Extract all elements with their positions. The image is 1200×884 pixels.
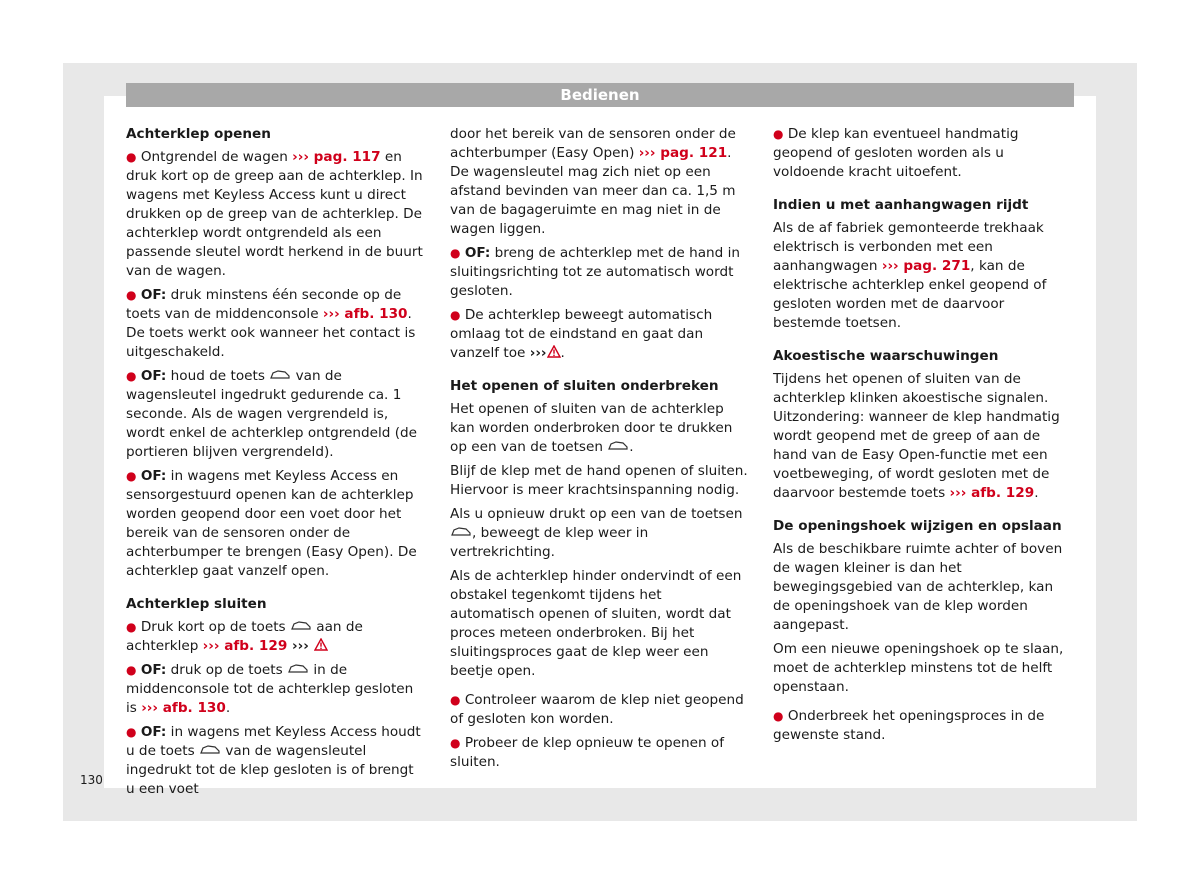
- page-number: 130: [80, 773, 103, 787]
- bullet-icon: ●: [126, 369, 137, 383]
- heading-aanhangwagen: Indien u met aanhangwagen rijdt: [773, 197, 1029, 213]
- bullet-icon: ●: [450, 246, 461, 260]
- page-reference-link[interactable]: ››› pag. 121: [638, 145, 728, 161]
- bullet-icon: ●: [450, 693, 461, 707]
- bullet-icon: ●: [450, 736, 461, 750]
- paragraph: door het bereik van de sensoren onder de achterbumper (Easy Open) ››› pag. 121. De wagensleutel mag zich niet op een afstand bevinden van meer dan ca. 1,5 m van de bagageruimte en mag niet in de wagen liggen.: [450, 126, 736, 237]
- warning-icon: [314, 638, 328, 651]
- tailgate-icon: [607, 440, 629, 452]
- page-reference-link[interactable]: ››› pag. 271: [881, 258, 971, 274]
- figure-reference-link[interactable]: ››› afb. 129: [202, 638, 288, 654]
- bullet-icon: ●: [450, 308, 461, 322]
- page-reference-link[interactable]: ››› pag. 117: [292, 149, 381, 165]
- paragraph: ● OF: houd de toets van de wagensleutel ingedrukt gedurende ca. 1 seconde. Als de wagen vergrendeld is, wordt enkel de achterklep ontgrendeld (de portieren blijven vergrendeld).: [126, 368, 418, 460]
- tailgate-icon: [199, 744, 221, 756]
- bullet-icon: ●: [126, 663, 137, 677]
- paragraph: ● De achterklep beweegt automatisch omlaag tot de eindstand en gaat dan vanzelf toe ››› .: [450, 307, 713, 361]
- paragraph: Als de af fabriek gemonteerde trekhaak elektrisch is verbonden met een aanhangwagen ››› pag. 271, kan de elektrische achterklep enkel geopend of gesloten worden met de daarvoor bestemde toetsen.: [773, 220, 1047, 331]
- section-header: Bedienen: [126, 83, 1074, 107]
- bullet-icon: ●: [126, 288, 137, 302]
- paragraph: ● Controleer waarom de klep niet geopend of gesloten kon worden.: [450, 692, 744, 727]
- tailgate-icon: [450, 526, 472, 538]
- column-2: [450, 125, 750, 777]
- heading-akoestische-waarschuwingen: Akoestische waarschuwingen: [773, 348, 999, 364]
- tailgate-icon: [287, 663, 309, 675]
- paragraph: ● OF: breng de achterklep met de hand in sluitingsrichting tot ze automatisch wordt gesloten.: [450, 245, 740, 299]
- paragraph: ● Onderbreek het openingsproces in de gewenste stand.: [773, 708, 1045, 743]
- bullet-icon: ●: [773, 709, 784, 723]
- column-1: [126, 125, 426, 804]
- warning-icon: [547, 345, 561, 358]
- tailgate-icon: [290, 620, 312, 632]
- paragraph: ● Ontgrendel de wagen ››› pag. 117 en druk kort op de greep aan de achterklep. In wagens met Keyless Access kunt u direct drukken op de greep van de achterklep. De achterklep wordt ontgrendeld als een passende sleutel wordt herkend in de buurt van de wagen.: [126, 149, 423, 279]
- figure-reference-link[interactable]: ››› afb. 129: [949, 485, 1035, 501]
- paragraph: ● OF: in wagens met Keyless Access houdt u de toets van de wagensleutel ingedrukt tot de klep gesloten is of brengt u een voet: [126, 724, 421, 797]
- figure-reference-link[interactable]: ››› afb. 130: [322, 306, 408, 322]
- tailgate-icon: [269, 369, 291, 381]
- bullet-icon: ●: [126, 725, 137, 739]
- column-3: [773, 125, 1073, 750]
- paragraph: Als u opnieuw drukt op een van de toetsen , beweegt de klep weer in vertrekrichting.: [450, 506, 743, 560]
- heading-achterklep-openen: Achterklep openen: [126, 126, 271, 142]
- bullet-icon: ●: [773, 127, 784, 141]
- paragraph: ● OF: druk minstens één seconde op de toets van de middenconsole ››› afb. 130. De toets werkt ook wanneer het contact is uitgeschakeld.: [126, 287, 416, 360]
- paragraph: Het openen of sluiten van de achterklep kan worden onderbroken door te drukken op een van de toetsen .: [450, 401, 733, 455]
- paragraph: Als de beschikbare ruimte achter of boven de wagen kleiner is dan het bewegingsgebied van de achterklep, kan de openingshoek van de klep worden aangepast.: [773, 541, 1063, 633]
- paragraph: Blijf de klep met de hand openen of sluiten. Hiervoor is meer krachtsinspanning nodig.: [450, 463, 748, 498]
- heading-onderbreken: Het openen of sluiten onderbreken: [450, 378, 719, 394]
- heading-openingshoek: De openingshoek wijzigen en opslaan: [773, 518, 1062, 534]
- paragraph: Als de achterklep hinder ondervindt of een obstakel tegenkomt tijdens het automatisch openen of sluiten, wordt dat proces meteen onderbroken. Bij het sluitingsproces gaat de klep weer een beetje open.: [450, 568, 742, 679]
- heading-achterklep-sluiten: Achterklep sluiten: [126, 596, 267, 612]
- bullet-icon: ●: [126, 469, 137, 483]
- paragraph: ● OF: in wagens met Keyless Access en sensorgestuurd openen kan de achterklep worden geopend door een voet door het bereik van de sensoren onder de achterbumper te brengen (Easy Open). De achterklep gaat vanzelf open.: [126, 468, 417, 579]
- bullet-icon: ●: [126, 150, 137, 164]
- paragraph: ● OF: druk op de toets in de middenconsole tot de achterklep gesloten is ››› afb. 130.: [126, 662, 414, 716]
- paragraph: ● Probeer de klep opnieuw te openen of sluiten.: [450, 735, 725, 770]
- figure-reference-link[interactable]: ››› afb. 130: [141, 700, 226, 716]
- bullet-icon: ●: [126, 620, 137, 634]
- paragraph: Om een nieuwe openingshoek op te slaan, moet de achterklep minstens tot de helft openstaan.: [773, 641, 1064, 695]
- paragraph: ● De klep kan eventueel handmatig geopend of gesloten worden als u voldoende kracht uitoefent.: [773, 126, 1019, 180]
- paragraph: ● Druk kort op de toets aan de achterklep ››› afb. 129 ›››: [126, 619, 363, 654]
- paragraph: Tijdens het openen of sluiten van de achterklep klinken akoestische signalen. Uitzondering: wanneer de klep handmatig wordt geopend met de greep of aan de hand van de Easy Open-functie met een voetbeweging, of wordt gesloten met de daarvoor bestemde toets ››› afb. 129.: [773, 371, 1060, 501]
